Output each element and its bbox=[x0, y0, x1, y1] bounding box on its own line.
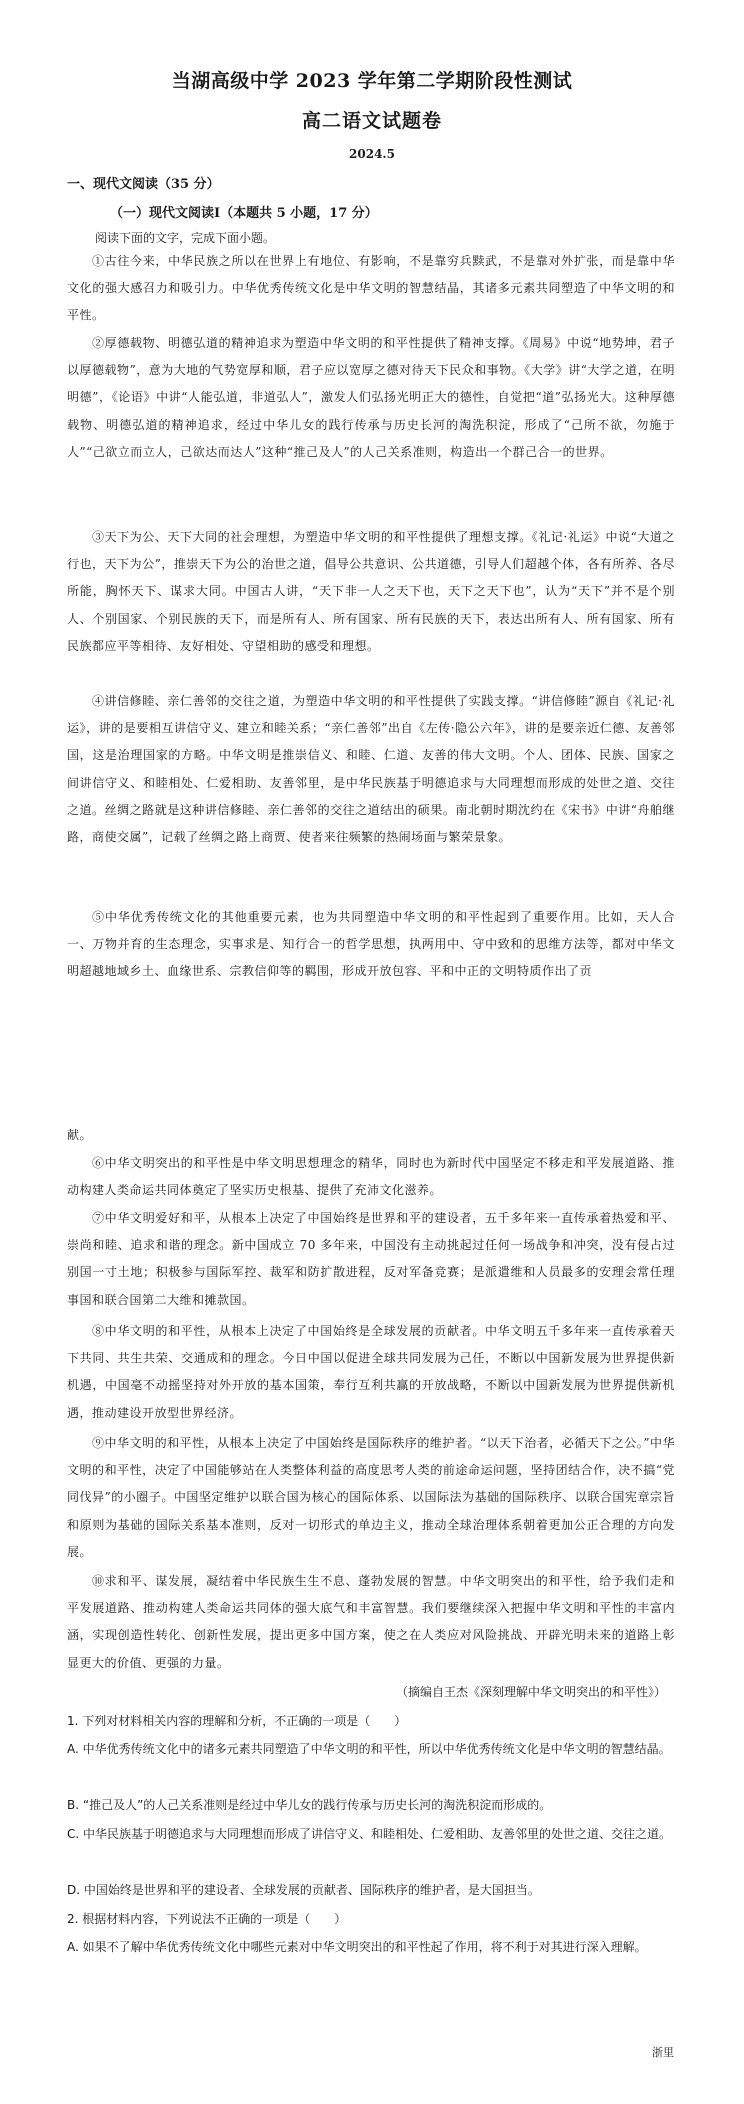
question-1-option-c: C. 中华民族基于明德追求与大同理想而形成了讲信守义、和睦相处、仁爱相助、友善邻里的处世之道、交往之道。 bbox=[67, 1827, 672, 1841]
subsection-heading: （一）现代文阅读Ⅰ（本题共 5 小题，17 分） bbox=[110, 206, 378, 221]
passage-paragraph-5-end: 献。 bbox=[67, 1128, 93, 1142]
passage-paragraph-9: ⑨中华文明的和平性，从根本上决定了中国始终是国际秩序的维护者。“以天下治者，必循天下之公。”中华文明的和平性，决定了中国能够站在人类整体利益的高度思考人类的前途命运问题，坚持团结合作，决不搞“党同伐异”的小圈子。中国坚定维护以联合国为核心的国际体系、以国际法为基础的国际秩序、以联合国宪章宗旨和原则为基础的国际关系基本准则，反对一切形式的单边主义，推动全球治理体系朝着更加公正合理的方向发展。 bbox=[67, 1436, 675, 1559]
passage-source: （摘编自王杰《深刻理解中华文明突出的和平性》） bbox=[395, 1685, 666, 1699]
passage-paragraph-1: ①古往今来，中华民族之所以在世界上有地位、有影响，不是靠穷兵黩武，不是靠对外扩张，而是靠中华文化的强大感召力和吸引力。中华优秀传统文化是中华文明的智慧结晶，其诸多元素共同塑造了中华文明的和平性。 bbox=[67, 254, 675, 323]
question-1-option-d: D. 中国始终是世界和平的建设者、全球发展的贡献者、国际秩序的维护者，是大国担当。 bbox=[67, 1883, 540, 1897]
passage-paragraph-10: ⑩求和平、谋发展，凝结着中华民族生生不息、蓬勃发展的智慧。中华文明突出的和平性，给予我们走和平发展道路、推动构建人类命运共同体的强大底气和丰富智慧。我们要继续深入把握中华文明和平性的丰富内涵，实现创造性转化、创新性发展，提出更多中国方案，使之在人类应对风险挑战、开辟光明未来的道路上彰显更大的价值、更强的力量。 bbox=[67, 1574, 675, 1670]
passage-paragraph-3: ③天下为公、天下大同的社会理想，为塑造中华文明的和平性提供了理想支撑。《礼记·礼运》中说“大道之行也，天下为公”，推崇天下为公的治世之道，倡导公共意识、公共道德，引导人们超越个体，各有所养、各尽所能，胸怀天下、谋求大同。中国古人讲，“天下非一人之天下也，天下之天下也”，认为“天下”并不是个别人、个别国家、个别民族的天下，而是所有人、所有国家、所有民族的天下，表达出所有人、所有国家、所有民族都应平等相待、友好相处、守望相助的感受和理想。 bbox=[67, 530, 675, 653]
passage-paragraph-4: ④讲信修睦、亲仁善邻的交往之道，为塑造中华文明的和平性提供了实践支撑。“讲信修睦”源自《礼记·礼运》，讲的是要相互讲信守义、建立和睦关系；“亲仁善邻”出自《左传·隐公六年》，讲的是要亲近仁德、友善邻国，这是治理国家的方略。中华文明是推崇信义、和睦、仁道、友善的伟大文明。个人、团体、民族、国家之间讲信守义、和睦相处、仁爱相助、友善邻里，是中华民族基于明德追求与大同理想而形成的处世之道、交往之道。丝绸之路就是这种讲信修睦、亲仁善邻的交往之道结出的硕果。南北朝时期沈约在《宋书》中讲“舟舶继路，商使交属”，记载了丝绸之路上商贾、使者来往频繁的热闹场面与繁荣景象。 bbox=[67, 694, 675, 845]
question-1-option-a: A. 中华优秀传统文化中的诸多元素共同塑造了中华文明的和平性，所以中华优秀传统文化是中华文明的智慧结晶。 bbox=[67, 1742, 671, 1756]
question-2-option-a: A. 如果不了解中华优秀传统文化中哪些元素对中华文明突出的和平性起了作用，将不利于对其进行深入理解。 bbox=[67, 1940, 647, 1954]
passage-paragraph-5: ⑤中华优秀传统文化的其他重要元素，也为共同塑造中华文明的和平性起到了重要作用。比如，天人合一、万物并育的生态理念，实事求是、知行合一的哲学思想，执两用中、守中致和的思维方法等，都对中华文明超越地域乡土、血缘世系、宗教信仰等的羁围，形成开放包容、平和中正的文明特质作出了贡 bbox=[67, 910, 675, 979]
reading-instruction: 阅读下面的文字，完成下面小题。 bbox=[95, 231, 276, 245]
exam-date: 2024.5 bbox=[349, 147, 395, 161]
passage-paragraph-7: ⑦中华文明爱好和平，从根本上决定了中国始终是世界和平的建设者，五千多年来一直传承着热爱和平、崇尚和睦、追求和谐的理念。新中国成立 70 多年来，中国没有主动挑起过任何一场战争和冲突，没有侵占过别国一寸土地；积极参与国际军控、裁军和防扩散进程，反对军备竞赛；是派遣维和人员最多的安理会常任理事国和联合国第二大维和摊款国。 bbox=[67, 1211, 675, 1307]
passage-paragraph-6: ⑥中华文明突出的和平性是中华文明思想理念的精华，同时也为新时代中国坚定不移走和平发展道路、推动构建人类命运共同体奠定了坚实历史根基、提供了充沛文化滋养。 bbox=[67, 1156, 675, 1198]
question-2-stem: 2. 根据材料内容，下列说法不正确的一项是（ ） bbox=[67, 1912, 347, 1926]
question-1-option-b: B. “推己及人”的人己关系准则是经过中华儿女的践行传承与历史长河的淘洗积淀而形成的。 bbox=[67, 1798, 552, 1812]
footer-mark: 浙里 bbox=[652, 2046, 674, 2059]
section-heading: 一、现代文阅读（35 分） bbox=[67, 177, 220, 192]
paper-title: 高二语文试题卷 bbox=[301, 110, 442, 132]
passage-paragraph-8: ⑧中华文明的和平性，从根本上决定了中国始终是全球发展的贡献者。中华文明五千多年来一直传承着天下共同、共生共荣、交通成和的理念。今日中国以促进全球共同发展为己任，不断以中国新发展为世界提供新机遇，中国毫不动摇坚持对外开放的基本国策，奉行互利共赢的开放战略，不断以中国新发展为世界提供新机遇，推动建设开放型世界经济。 bbox=[67, 1324, 675, 1420]
school-exam-title: 当湖高级中学 2023 学年第二学期阶段性测试 bbox=[171, 70, 573, 92]
question-1-stem: 1. 下列对材料相关内容的理解和分析，不正确的一项是（ ） bbox=[67, 1714, 407, 1728]
passage-paragraph-2: ②厚德载物、明德弘道的精神追求为塑造中华文明的和平性提供了精神支撑。《周易》中说“地势坤，君子以厚德载物”，意为大地的气势宽厚和顺，君子应以宽厚之德对待天下民众和事物。《大学》讲“大学之道，在明明德”，《论语》中讲“人能弘道，非道弘人”，激发人们弘扬光明正大的德性，自觉把“道”弘扬光大。这种厚德载物、明德弘道的精神追求，经过中华儿女的践行传承与历史长河的淘洗积淀，形成了“己所不欲，勿施于人”“己欲立而立人，己欲达而达人”这种“推己及人”的人己关系准则，构造出一个群己合一的世界。 bbox=[67, 336, 675, 459]
